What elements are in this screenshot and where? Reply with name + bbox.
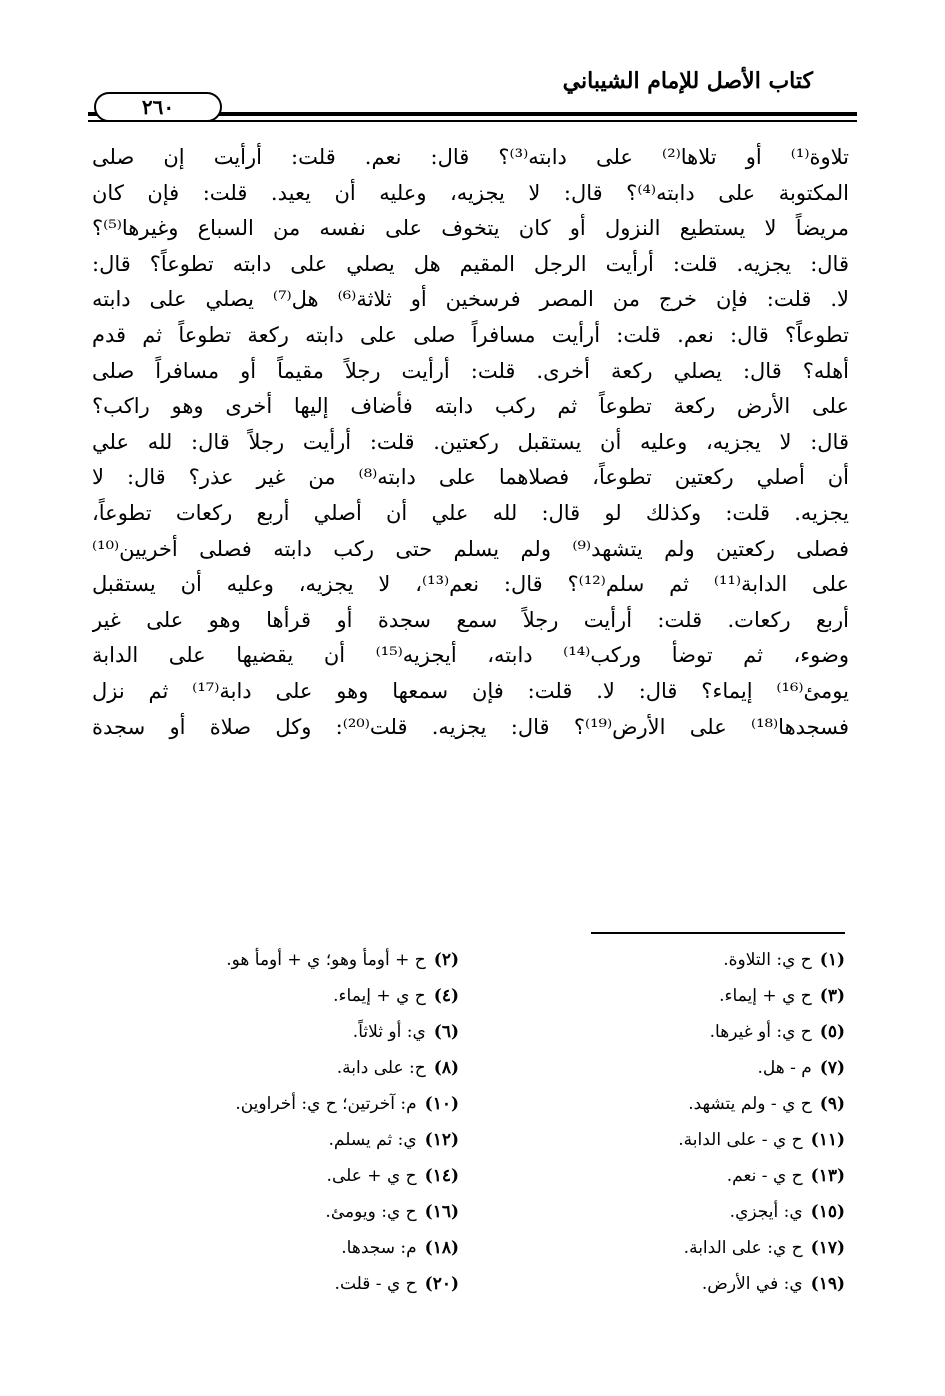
text-line: قال: يجزيه. قلت: أرأيت الرجل المقيم هل يصلي على دابته تطوعاً؟ قال: [92,251,849,276]
footnote-number: (١١) [810,1130,845,1150]
text-line: فسجدها⁽¹⁸⁾ على الأرض⁽¹⁹⁾؟ قال: يجزيه. قلت⁽²⁰⁾: وكل صلاة أو سجدة [92,714,849,739]
footnote-number: (٨) [433,1058,459,1078]
footnotes-left-column [129,942,459,1302]
footnote-number: (١) [819,950,845,970]
footnote-item [515,1014,845,1050]
footnote-text: ح: على دابة. [336,1058,426,1078]
footnote-text: ي: أيجزي. [729,1202,803,1222]
footnote-number: (١٤) [424,1166,459,1186]
footnote-item [515,1194,845,1230]
footnote-number: (١٣) [810,1166,845,1186]
footnote-item [515,1086,845,1122]
text-line: أهله؟ قال: يصلي ركعة أخرى. قلت: أرأيت رجلاً مقيماً أو مسافراً صلى [92,358,849,383]
footnote-item [129,1194,459,1230]
footnote-text: م - هل. [757,1058,812,1078]
footnote-number: (٧) [819,1058,845,1078]
footnote-item [515,1050,845,1086]
footnote-number: (١٧) [810,1238,845,1258]
text-line: تلاوة⁽¹⁾ أو تلاها⁽²⁾ على دابته⁽³⁾؟ قال: نعم. قلت: أرأيت إن صلى [92,145,849,169]
footnote-item [129,1014,459,1050]
text-line: على الأرض ركعة تطوعاً ثم ركب دابته فأضاف إليها أخرى وهو راكب؟ [92,394,849,419]
footnote-item [129,1050,459,1086]
footnote-text: ح ي - نعم. [726,1166,803,1186]
footnote-item [129,1122,459,1158]
footnote-item [515,1158,845,1194]
footnote-text: ح ي: ويومئ. [325,1202,417,1222]
footnote-text: ح ي - قلت. [334,1274,417,1294]
footnote-text: م: آخرتين؛ ح ي: أخراوين. [235,1094,417,1114]
footnote-item [129,942,459,978]
footnote-text: ح ي + على. [326,1166,417,1186]
footnote-item [129,1230,459,1266]
footnote-number: (١٩) [810,1274,845,1294]
footnote-text: ي: في الأرض. [701,1274,803,1294]
footnote-text: ح ي + إيماء. [719,986,812,1006]
footnote-item [515,1122,845,1158]
footnote-number: (٥) [819,1022,845,1042]
footnote-number: (٢٠) [424,1274,459,1294]
page-number: ٢٦٠ [94,92,222,122]
footnote-text: ح ي: على الدابة. [683,1238,803,1258]
text-line: مريضاً لا يستطيع النزول أو كان يتخوف على نفسه من السباع وغيرها⁽⁵⁾؟ [92,216,849,241]
footnote-number: (٩) [819,1094,845,1114]
footnote-text: ح ي: التلاوة. [723,950,812,970]
footnote-item [515,942,845,978]
footnote-number: (٤) [433,986,459,1006]
text-line: فصلى ركعتين ولم يتشهد⁽⁹⁾ ولم يسلم حتى ركب دابته فصلى أخريين⁽¹⁰⁾ [92,536,849,561]
footnote-text: ي: ثم يسلم. [328,1130,417,1150]
footnote-item [515,978,845,1014]
footnote-number: (١٢) [424,1130,459,1150]
footnote-text: ح ي: أو غيرها. [709,1022,812,1042]
footnote-item [129,1158,459,1194]
footnote-text: م: سجدها. [341,1238,417,1258]
footnotes-right-column [515,942,845,1302]
text-line: المكتوبة على دابته⁽⁴⁾؟ قال: لا يجزيه، وعليه أن يعيد. قلت: فإن كان [92,180,849,205]
footnote-text: ح + أومأ وهو؛ ي + أومأ هو. [226,950,426,970]
footnote-text: ح ي + إيماء. [333,986,426,1006]
footnote-text: ي: أو ثلاثاً. [352,1022,426,1042]
text-line: على الدابة⁽¹¹⁾ ثم سلم⁽¹²⁾؟ قال: نعم⁽¹³⁾، لا يجزيه، وعليه أن يستقبل [92,572,849,597]
text-line: يومئ⁽¹⁶⁾ إيماء؟ قال: لا. قلت: فإن سمعها وهو على دابة⁽¹⁷⁾ ثم نزل [92,678,849,703]
footnote-item [515,1230,845,1266]
text-line: يجزيه. قلت: وكذلك لو قال: لله علي أن أصلي أربع ركعات تطوعاً، [92,500,849,525]
footnote-item [129,1266,459,1302]
book-title: كتاب الأصل للإمام الشيباني [562,68,813,94]
footnote-item [129,1086,459,1122]
text-line: وضوء، ثم توضأ وركب⁽¹⁴⁾ دابته، أيجزيه⁽¹⁵⁾ أن يقضيها على الدابة [92,643,849,668]
text-line: لا. قلت: فإن خرج من المصر فرسخين أو ثلاثة⁽⁶⁾ هل⁽⁷⁾ يصلي على دابته [92,287,849,312]
footnote-number: (٣) [819,986,845,1006]
text-line: أن أصلي ركعتين تطوعاً، فصلاهما على دابته⁽⁸⁾ من غير عذر؟ قال: لا [92,465,849,490]
text-line: قال: لا يجزيه، وعليه أن يستقبل ركعتين. قلت: أرأيت رجلاً قال: لله علي [92,429,849,454]
text-line: تطوعاً؟ قال: نعم. قلت: أرأيت مسافراً صلى على دابته ركعة تطوعاً ثم قدم [92,322,849,347]
footnote-number: (١٥) [810,1202,845,1222]
footnote-text: ح ي - ولم يتشهد. [688,1094,812,1114]
footnote-number: (٦) [433,1022,459,1042]
footnote-separator [591,932,845,934]
footnote-number: (١٦) [424,1202,459,1222]
footnote-text: ح ي - على الدابة. [678,1130,803,1150]
footnote-item [515,1266,845,1302]
main-text [92,140,849,745]
footnote-number: (٢) [433,950,459,970]
footnote-number: (١٠) [424,1094,459,1114]
footnote-number: (١٨) [424,1238,459,1258]
footnote-item [129,978,459,1014]
text-line: أربع ركعات. قلت: أرأيت رجلاً سمع سجدة أو قرأها وهو على غير [92,607,849,632]
